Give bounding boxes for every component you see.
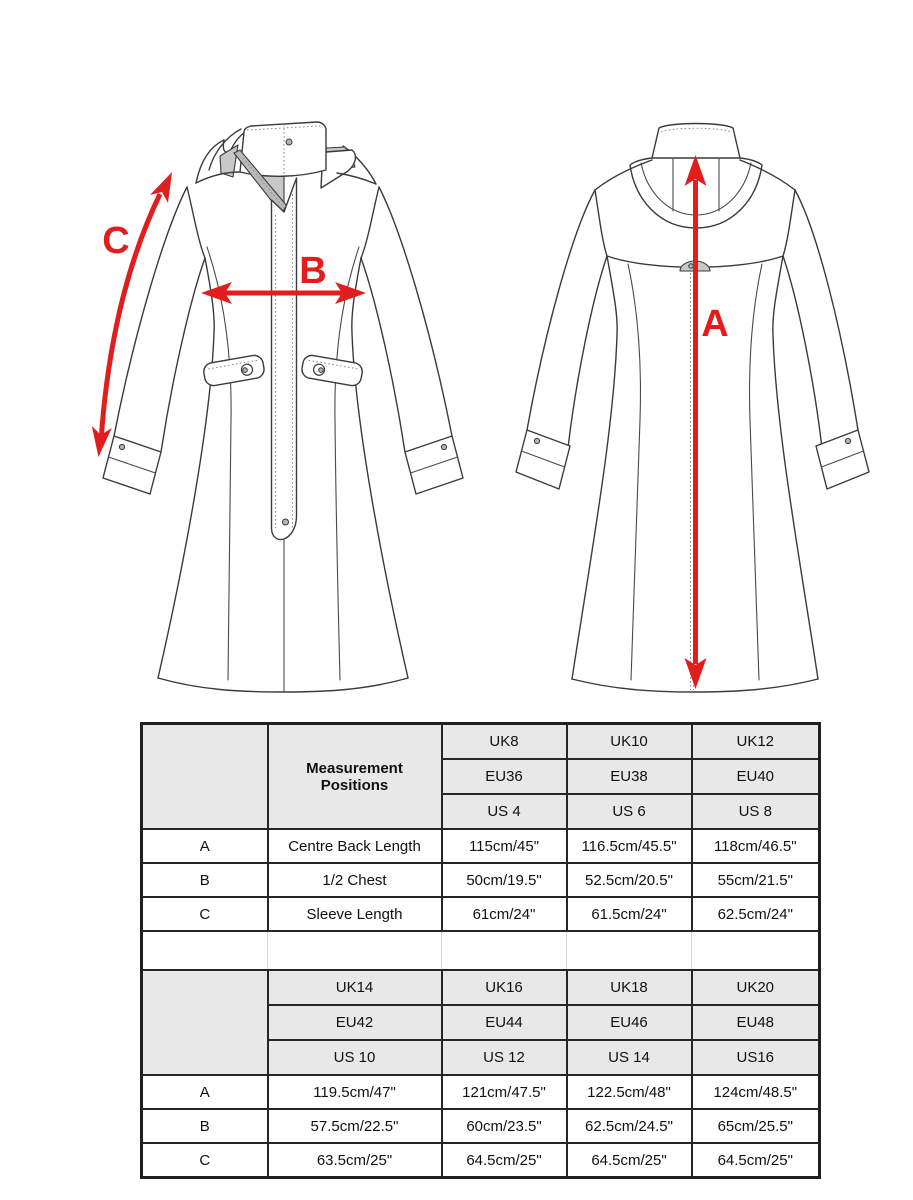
measure-row-b xyxy=(142,1109,820,1143)
size-header-cell: EU44 xyxy=(442,1005,567,1040)
measure-label-a: A xyxy=(701,303,729,345)
header-row-uk xyxy=(142,724,820,760)
cuff-button xyxy=(119,444,124,449)
size-chart-table xyxy=(140,722,821,1179)
value-cell: 61.5cm/24" xyxy=(567,897,692,931)
value-cell: 50cm/19.5" xyxy=(442,863,567,897)
size-header-cell: EU36 xyxy=(442,759,567,794)
size-header-cell: US 10 xyxy=(268,1040,442,1075)
corner-cell xyxy=(142,724,268,830)
value-cell: 57.5cm/22.5" xyxy=(268,1109,442,1143)
row-code-cell: A xyxy=(142,829,268,863)
measure-label-c: C xyxy=(102,220,130,262)
row-code-cell: B xyxy=(142,1109,268,1143)
size-header-cell: EU38 xyxy=(567,759,692,794)
row-code-cell: A xyxy=(142,1075,268,1109)
back-view-coat xyxy=(516,124,869,693)
front-view-coat xyxy=(103,122,463,692)
measurement-positions-header: Measurement Positions xyxy=(268,724,442,830)
value-cell: 61cm/24" xyxy=(442,897,567,931)
value-cell: 60cm/23.5" xyxy=(442,1109,567,1143)
pocket-flap-left xyxy=(202,354,265,387)
value-cell: 62.5cm/24.5" xyxy=(567,1109,692,1143)
measure-row-c xyxy=(142,1143,820,1178)
value-cell: 65cm/25.5" xyxy=(692,1109,820,1143)
cuff-button xyxy=(845,438,850,443)
measure-label-b: B xyxy=(299,250,327,292)
value-cell: 64.5cm/25" xyxy=(442,1143,567,1178)
value-cell: 62.5cm/24" xyxy=(692,897,820,931)
collar-button xyxy=(286,139,292,145)
size-header-cell: UK20 xyxy=(692,970,820,1005)
position-cell: Centre Back Length xyxy=(268,829,442,863)
measure-row-a xyxy=(142,1075,820,1109)
position-cell: Sleeve Length xyxy=(268,897,442,931)
value-cell: 55cm/21.5" xyxy=(692,863,820,897)
placket-snap-button xyxy=(283,519,289,525)
value-cell: 115cm/45" xyxy=(442,829,567,863)
value-cell: 121cm/47.5" xyxy=(442,1075,567,1109)
header-row-uk xyxy=(142,970,820,1005)
pocket-flap-right xyxy=(301,354,364,387)
value-cell: 52.5cm/20.5" xyxy=(567,863,692,897)
value-cell: 118cm/46.5" xyxy=(692,829,820,863)
measure-row-c xyxy=(142,897,820,931)
collar-back xyxy=(652,124,740,159)
size-header-cell: US 8 xyxy=(692,794,820,829)
size-header-cell: US 6 xyxy=(567,794,692,829)
size-header-cell: US 14 xyxy=(567,1040,692,1075)
position-cell: 1/2 Chest xyxy=(268,863,442,897)
cuff-button xyxy=(441,444,446,449)
size-header-cell: EU42 xyxy=(268,1005,442,1040)
tab-button xyxy=(689,264,693,268)
value-cell: 63.5cm/25" xyxy=(268,1143,442,1178)
size-header-cell: UK16 xyxy=(442,970,567,1005)
size-header-cell: UK18 xyxy=(567,970,692,1005)
size-header-cell: EU40 xyxy=(692,759,820,794)
size-header-cell: EU48 xyxy=(692,1005,820,1040)
row-code-cell: C xyxy=(142,897,268,931)
measure-arrow-c xyxy=(92,172,172,457)
size-chart xyxy=(140,722,821,1179)
spacer-row xyxy=(142,931,820,970)
size-header-cell: EU46 xyxy=(567,1005,692,1040)
measure-row-b xyxy=(142,863,820,897)
size-header-cell: US16 xyxy=(692,1040,820,1075)
row-code-cell: B xyxy=(142,863,268,897)
row-code-cell: C xyxy=(142,1143,268,1178)
pocket-button xyxy=(318,367,323,372)
measure-row-a xyxy=(142,829,820,863)
value-cell: 116.5cm/45.5" xyxy=(567,829,692,863)
value-cell: 119.5cm/47" xyxy=(268,1075,442,1109)
cuff-button xyxy=(534,438,539,443)
value-cell: 122.5cm/48" xyxy=(567,1075,692,1109)
value-cell: 64.5cm/25" xyxy=(567,1143,692,1178)
corner-cell xyxy=(142,970,268,1075)
size-header-cell: US 12 xyxy=(442,1040,567,1075)
size-header-cell: US 4 xyxy=(442,794,567,829)
size-header-cell: UK8 xyxy=(442,724,567,760)
value-cell: 124cm/48.5" xyxy=(692,1075,820,1109)
value-cell: 64.5cm/25" xyxy=(692,1143,820,1178)
pocket-button xyxy=(242,367,247,372)
size-header-cell: UK12 xyxy=(692,724,820,760)
size-header-cell: UK10 xyxy=(567,724,692,760)
measure-arrow-a xyxy=(685,155,707,689)
size-header-cell: UK14 xyxy=(268,970,442,1005)
